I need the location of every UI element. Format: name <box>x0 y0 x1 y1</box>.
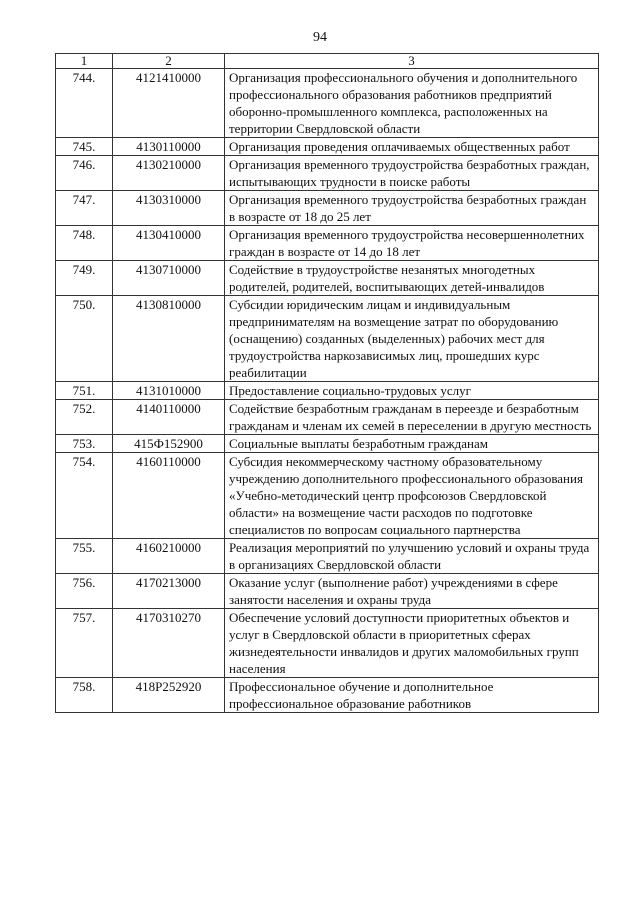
table-row <box>56 453 599 539</box>
column-header: 1 <box>56 54 113 69</box>
row-description: Профессиональное обучение и дополнительное профессиональное образование работников <box>225 678 599 713</box>
row-code: 4121410000 <box>113 69 225 138</box>
column-header: 3 <box>225 54 599 69</box>
row-description: Организация временного трудоустройства безработных граждан, испытывающих трудности в поиске работы <box>225 156 599 191</box>
row-number: 745. <box>56 138 113 156</box>
row-description: Содействие в трудоустройстве незанятых многодетных родителей, родителей, воспитывающих детей-инвалидов <box>225 261 599 296</box>
row-code: 4160210000 <box>113 539 225 574</box>
page-number: 94 <box>313 30 327 45</box>
table-row <box>56 156 599 191</box>
row-number: 746. <box>56 156 113 191</box>
table-row <box>56 435 599 453</box>
budget-code-table <box>55 53 599 713</box>
row-description: Содействие безработным гражданам в переезде и безработным гражданам и членам их семей в переселении в другую местность <box>225 400 599 435</box>
table-row <box>56 138 599 156</box>
row-description: Социальные выплаты безработным гражданам <box>225 435 599 453</box>
row-number: 748. <box>56 226 113 261</box>
row-number: 752. <box>56 400 113 435</box>
row-description: Предоставление социально-трудовых услуг <box>225 382 599 400</box>
table-row <box>56 191 599 226</box>
row-description: Субсидии юридическим лицам и индивидуальным предпринимателям на возмещение затрат по оборудованию (оснащению) созданных (выделенных) рабочих мест для трудоустройства наркозависимых лиц, прошедших курс реабилитации <box>225 296 599 382</box>
row-code: 4140110000 <box>113 400 225 435</box>
row-code: 4130210000 <box>113 156 225 191</box>
table-row <box>56 400 599 435</box>
row-number: 747. <box>56 191 113 226</box>
row-number: 751. <box>56 382 113 400</box>
table-row <box>56 69 599 138</box>
table-row <box>56 261 599 296</box>
table-row <box>56 296 599 382</box>
row-number: 744. <box>56 69 113 138</box>
row-description: Реализация мероприятий по улучшению условий и охраны труда в организациях Свердловской области <box>225 539 599 574</box>
row-code: 4131010000 <box>113 382 225 400</box>
row-description: Организация проведения оплачиваемых общественных работ <box>225 138 599 156</box>
table-body <box>56 69 599 713</box>
row-description: Субсидия некоммерческому частному образовательному учреждению дополнительного профессионального образования «Учебно-методический центр профсоюзов Свердловской области» на возмещение части расходов по подготовке специалистов по вопросам социального партнерства <box>225 453 599 539</box>
row-number: 757. <box>56 609 113 678</box>
row-number: 753. <box>56 435 113 453</box>
table-row <box>56 609 599 678</box>
row-number: 758. <box>56 678 113 713</box>
row-code: 418P252920 <box>113 678 225 713</box>
row-number: 756. <box>56 574 113 609</box>
row-description: Организация профессионального обучения и дополнительного профессионального образования работников предприятий оборонно-промышленного комплекса, расположенных на территории Свердловской области <box>225 69 599 138</box>
table-row <box>56 382 599 400</box>
row-number: 749. <box>56 261 113 296</box>
column-header: 2 <box>113 54 225 69</box>
row-description: Организация временного трудоустройства несовершеннолетних граждан в возрасте от 14 до 18 лет <box>225 226 599 261</box>
table-row <box>56 226 599 261</box>
row-description: Обеспечение условий доступности приоритетных объектов и услуг в Свердловской области в приоритетных сферах жизнедеятельности инвалидов и других маломобильных групп населения <box>225 609 599 678</box>
row-code: 4170213000 <box>113 574 225 609</box>
row-number: 755. <box>56 539 113 574</box>
table-row <box>56 678 599 713</box>
row-code: 4170310270 <box>113 609 225 678</box>
row-code: 4130410000 <box>113 226 225 261</box>
row-code: 4160110000 <box>113 453 225 539</box>
row-code: 4130710000 <box>113 261 225 296</box>
table-row <box>56 539 599 574</box>
row-description: Оказание услуг (выполнение работ) учреждениями в сфере занятости населения и охраны труда <box>225 574 599 609</box>
row-number: 754. <box>56 453 113 539</box>
row-number: 750. <box>56 296 113 382</box>
row-code: 4130310000 <box>113 191 225 226</box>
row-code: 4130110000 <box>113 138 225 156</box>
row-code: 4130810000 <box>113 296 225 382</box>
table-header-row <box>56 54 599 69</box>
row-code: 415Ф152900 <box>113 435 225 453</box>
row-description: Организация временного трудоустройства безработных граждан в возрасте от 18 до 25 лет <box>225 191 599 226</box>
table-row <box>56 574 599 609</box>
